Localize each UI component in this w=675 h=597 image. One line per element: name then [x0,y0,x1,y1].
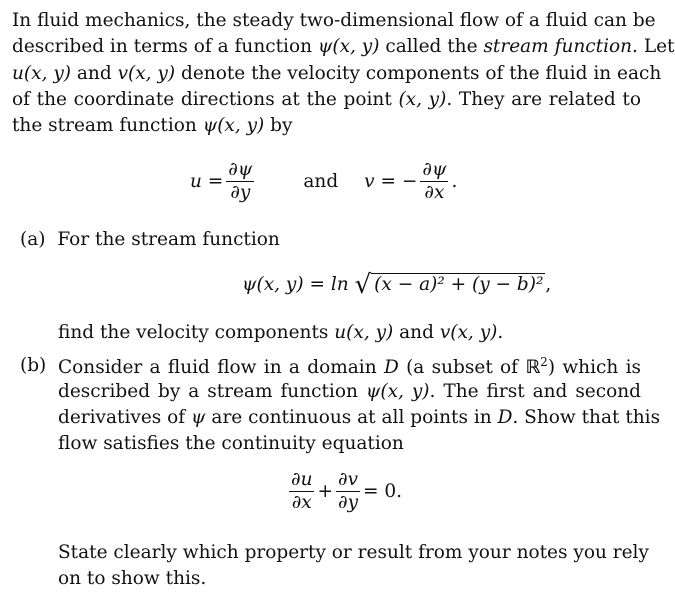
intro-word: flow [459,10,500,31]
eq-u-lhs: u = [190,171,224,192]
intro-text: of the coordinate directions at the point [12,89,399,110]
stream-function-equation [242,270,551,300]
math-domain: D [383,357,399,379]
part-a-find [58,322,503,343]
part-b-line-2 [58,381,641,402]
intro-word: of [504,10,523,31]
intro-line-3 [12,63,662,84]
math-u: u(x, y) [334,322,394,343]
intro-line-4 [12,89,641,110]
intro-word: steady [232,10,294,31]
math-psi: ψ(x, y) [317,36,380,57]
intro-line-1 [12,10,656,31]
part-b-text: are continuous at all points in [205,407,498,428]
math-u: u(x, y) [12,63,71,84]
velocity-equations [190,160,457,203]
part-b-label: (b) [20,355,47,376]
part-a-text: For the stream function [57,229,280,250]
part-a-text: . [497,322,504,343]
intro-word: fluid [545,10,588,31]
intro-text: . They are related to [446,89,641,110]
part-b-state-line-2: on to show this. [58,568,207,589]
intro-word: a [528,10,540,31]
intro-line-2 [12,36,675,57]
eq-psi-lhs: ψ(x, y) = ln [242,274,349,295]
eq-period: . [451,171,458,192]
part-b-line-1 [58,355,641,378]
intro-text: the stream function [12,115,203,136]
fraction-denominator: ∂y [230,182,251,203]
part-a-label: (a) [20,229,46,250]
intro-text: denote the velocity components of the fluid in each [175,63,662,84]
part-b-text: derivatives of [58,407,192,428]
intro-text: and [71,63,118,84]
intro-word: can [593,10,627,31]
square-root [355,270,546,300]
fraction-dpsi-dx [420,160,448,203]
part-a-heading [20,229,280,250]
math-psi: ψ(x, y) [365,381,430,402]
eq-and: and [303,171,339,192]
intro-text: Let [637,36,675,57]
part-b-text: described by a stream function [58,381,366,402]
part-b-text: Consider a fluid flow in a domain [58,357,384,379]
part-b-text: . The first and second [429,381,642,402]
math-reals: ℝ [525,357,541,379]
intro-word: be [632,10,656,31]
math-v: v(x, y) [439,322,498,343]
intro-word: two-dimensional [299,10,454,31]
part-b-state-line-1: State clearly which property or result from your notes you rely [58,542,649,563]
emphasis-stream-function: stream function. [483,36,638,57]
part-a-text: find the velocity components [58,322,335,343]
part-b-line-4: flow satisfies the continuity equation [58,433,404,454]
fraction-dpsi-dy [226,160,254,203]
eq-comma: , [545,274,552,295]
math-superscript: 2 [540,355,548,369]
math-point: (x, y) [398,89,447,110]
eq-plus: + [317,481,333,502]
fraction-numerator: ∂u [291,469,313,490]
eq-equals-zero: = 0. [363,481,403,502]
part-b-text: (a subset of [398,357,526,379]
math-psi: ψ [191,407,206,428]
intro-text: called the [379,36,484,57]
intro-line-5 [12,115,292,136]
intro-text: described in terms of a function [12,36,318,57]
fraction-numerator: ∂ψ [228,159,253,180]
intro-word: mechanics, [85,10,191,31]
intro-word: In [12,10,32,31]
fraction-dv-dy [336,470,360,513]
fraction-denominator: ∂x [424,182,445,203]
continuity-equation [286,470,402,513]
intro-word: fluid [37,10,80,31]
fraction-numerator: ∂ψ [422,159,447,180]
fraction-du-dx [289,470,314,513]
fraction-denominator: ∂y [338,492,359,513]
sqrt-icon: √ [354,270,372,300]
math-v: v(x, y) [117,63,176,84]
intro-word: the [196,10,227,31]
part-b-text: ) which is [547,357,641,379]
fraction-numerator: ∂v [338,469,359,490]
part-b-line-3 [58,407,661,428]
part-b-text: . Show that this [512,407,661,428]
fraction-denominator: ∂x [291,492,312,513]
intro-text: by [264,115,293,136]
part-a-text: and [393,322,440,343]
math-psi: ψ(x, y) [202,115,265,136]
math-domain: D [497,407,513,428]
eq-v-lhs: v = − [364,171,418,192]
sqrt-radicand: (x − a)² + (y − b)² [371,273,545,295]
